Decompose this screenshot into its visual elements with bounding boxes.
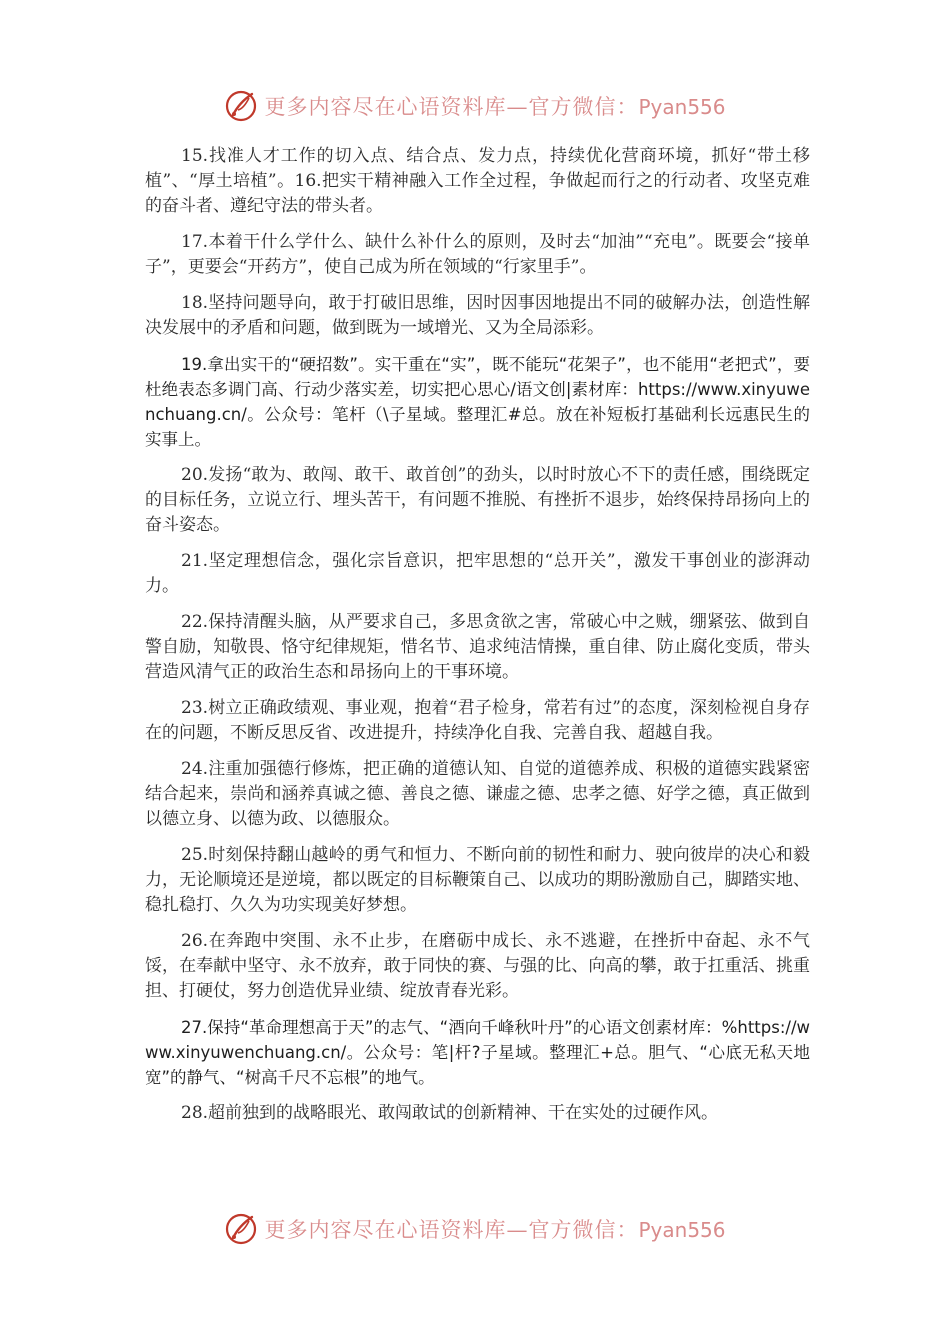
paragraph-20: 20.发扬“敢为、敢闯、敢干、敢首创”的劲头，以时时放心不下的责任感，围绕既定的目标任务，立说立行、埋头苦干，有问题不推脱、有挫折不退步，始终保持昂扬向上的奋斗姿态。: [145, 465, 810, 535]
paragraph-21: 21.坚定理想信念，强化宗旨意识，把牢思想的“总开关”，激发干事创业的澎湃动力。: [145, 551, 810, 596]
paragraph-15-16: 15.找准人才工作的切入点、结合点、发力点，持续优化营商环境，抓好“带土移植”、“厚土培植”。16.把实干精神融入工作全过程，争做起而行之的行动者、攻坚克难的奋斗者、遵纪守法的带头者。: [145, 146, 810, 216]
paragraph-22: 22.保持清醒头脑，从严要求自己，多思贪欲之害，常破心中之贼，绷紧弦、做到自警自励，知敬畏、恪守纪律规矩，惜名节、追求纯洁情操，重自律、防止腐化变质，带头营造风清气正的政治生态和昂扬向上的干事环境。: [145, 612, 810, 682]
document-body: [145, 144, 810, 1137]
header-banner-text: [264, 91, 725, 121]
quill-logo-icon: [224, 89, 258, 123]
paragraph-28: 28.超前独到的战略眼光、敢闯敢试的创新精神、干在实处的过硬作风。: [181, 1103, 719, 1123]
footer-banner-main: 更多内容尽在心语资料库—官方微信：: [264, 1218, 639, 1242]
paragraph-25: 25.时刻保持翻山越岭的勇气和恒力、不断向前的韧性和耐力、驶向彼岸的决心和毅力，无论顺境还是逆境，都以既定的目标鞭策自己、以成功的期盼激励自己，脚踏实地、稳扎稳打、久久为功实现美好梦想。: [145, 845, 810, 915]
paragraph-26: 26.在奔跑中突围、永不止步，在磨砺中成长、永不逃避，在挫折中奋起、永不气馁，在奉献中坚守、永不放弃，敢于同快的赛、与强的比、向高的攀，敢于扛重活、挑重担、打硬仗，努力创造优异业绩、绽放青春光彩。: [145, 931, 810, 1001]
header-banner-handle: Pyan556: [638, 95, 726, 119]
footer-banner: [0, 1209, 950, 1249]
paragraph-18: 18.坚持问题导向，敢于打破旧思维，因时因事因地提出不同的破解办法，创造性解决发展中的矛盾和问题，做到既为一域增光、又为全局添彩。: [145, 293, 810, 338]
paragraph-23: 23.树立正确政绩观、事业观，抱着“君子检身，常若有过”的态度，深刻检视自身存在的问题，不断反思反省、改进提升，持续净化自我、完善自我、超越自我。: [145, 698, 810, 743]
header-banner: [0, 86, 950, 126]
paragraph-17: 17.本着干什么学什么、缺什么补什么的原则，及时去“加油”“充电”。既要会“接单子”，更要会“开药方”，使自己成为所在领域的“行家里手”。: [145, 232, 810, 277]
paragraph-24: 24.注重加强德行修炼，把正确的道德认知、自觉的道德养成、积极的道德实践紧密结合起来，崇尚和涵养真诚之德、善良之德、谦虚之德、忠孝之德、好学之德，真正做到以德立身、以德为政、以德服众。: [145, 759, 810, 829]
footer-banner-handle: Pyan556: [638, 1218, 726, 1242]
quill-logo-icon: [224, 1212, 258, 1246]
header-banner-main: 更多内容尽在心语资料库—官方微信：: [264, 95, 639, 119]
footer-banner-text: [264, 1214, 725, 1244]
paragraph-19: 19.拿出实干的“硬招数”。实干重在“实”，既不能玩“花架子”，也不能用“老把式”，要杜绝表态多调门高、行动少落实差，切实把心思心/语文创|素材库：https://www.xinyuwenchuang.cn/。公众号：笔杆（\子星域。整理汇#总。放在补短板打基础利长远惠民生的实事上。: [145, 355, 810, 449]
paragraph-27: 27.保持“革命理想高于天”的志气、“酒向千峰秋叶丹”的心语文创素材库：%https://www.xinyuwenchuang.cn/。公众号：笔|杆?子星域。整理汇+总。胆气、“心底无私天地宽”的静气、“树高千尺不忘根”的地气。: [145, 1018, 810, 1087]
